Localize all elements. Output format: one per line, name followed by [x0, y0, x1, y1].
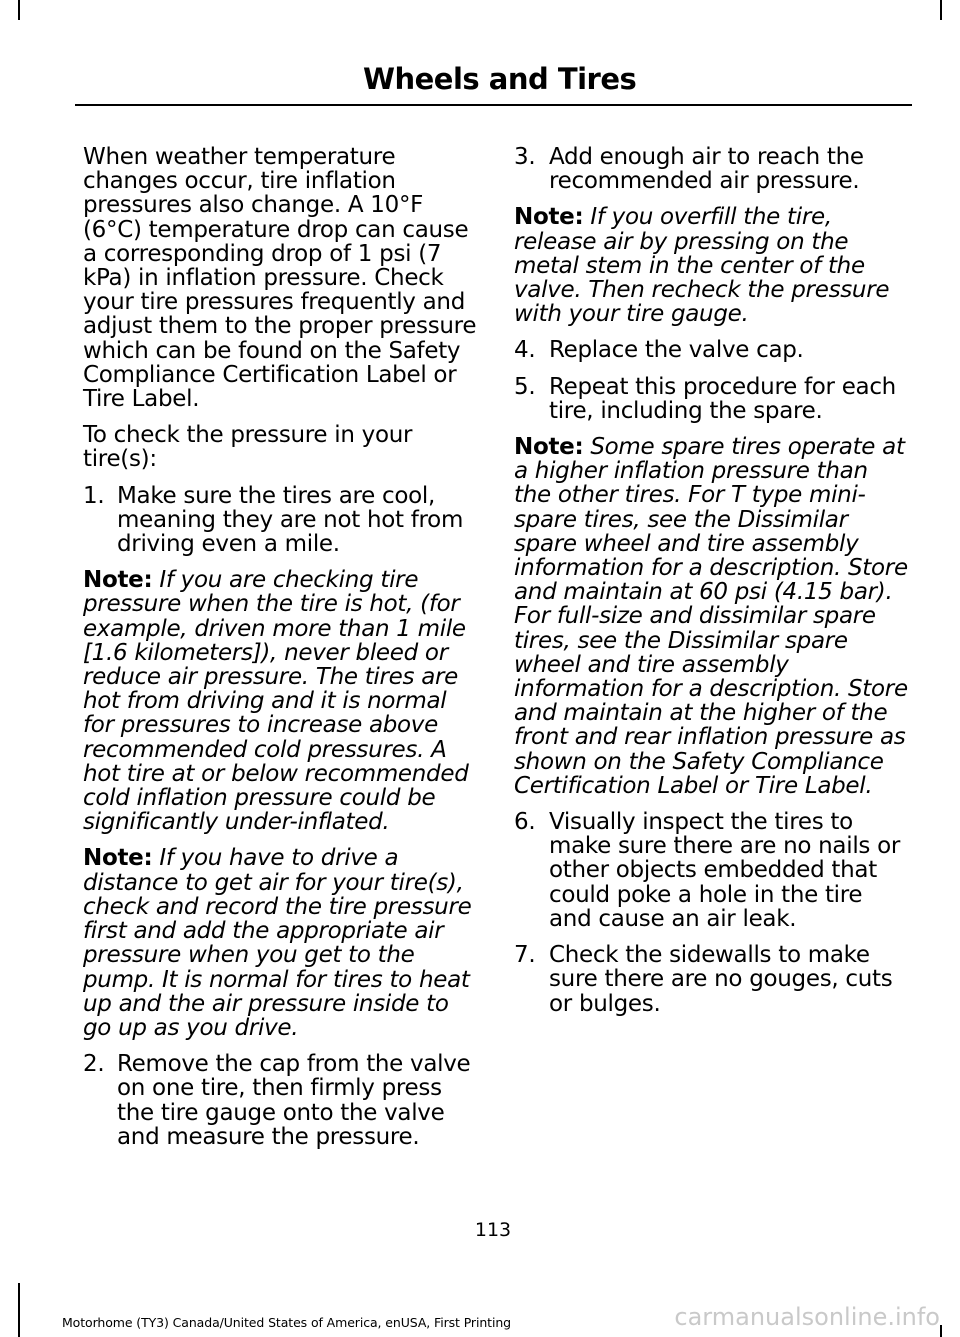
right-column: [514, 145, 909, 1028]
note-text: If you are checking tire pressure when the tire is hot, (for example, driven more than 1 mile [1.6 kilometers]), never bleed or reduce air pressure. The tires are hot from driving and it is normal for pressures to increase above recommended cold pressures. A hot tire at or below recommended cold inflation pressure could be significantly under-inflated.: [83, 567, 469, 836]
crop-mark-top-right: [940, 0, 942, 20]
step-number: 3.: [514, 144, 536, 170]
note-label: Note:: [83, 567, 153, 594]
note-1: [83, 568, 478, 834]
step-number: 7.: [514, 942, 536, 969]
step-number: 4.: [514, 337, 536, 364]
step-2: [83, 1052, 478, 1149]
note-2: [83, 846, 478, 1040]
step-text: Add enough air to reach the recommended air pressure.: [549, 144, 864, 195]
left-column: [83, 145, 478, 1161]
note-text: If you have to drive a distance to get air for your tire(s), check and record the tire pressure first and add the appropriate air pressure when you get to the pump. It is normal for tires to heat up and the air pressure inside to go up as you drive.: [83, 845, 472, 1041]
step-5: [514, 375, 909, 423]
note-label: Note:: [514, 204, 584, 231]
footer-text: Motorhome (TY3) Canada/United States of America, enUSA, First Printing: [62, 1315, 511, 1330]
note-label: Note:: [83, 845, 153, 872]
step-4: [514, 338, 909, 362]
step-text: Remove the cap from the valve on one tire, then firmly press the tire gauge onto the valve and measure the pressure.: [117, 1051, 471, 1150]
crop-mark-bottom-left: [18, 1283, 20, 1337]
step-text: Replace the valve cap.: [549, 337, 804, 364]
step-number: 5.: [514, 373, 536, 400]
note-text: If you overfill the tire, release air by pressing on the metal stem in the center of the valve. Then recheck the pressure with your tire gauge.: [514, 204, 890, 328]
note-4: [514, 435, 909, 798]
page-number: 113: [474, 1219, 512, 1241]
step-6: [514, 810, 909, 931]
step-7: [514, 943, 909, 1016]
step-number: 2.: [83, 1051, 105, 1078]
note-3: [514, 205, 909, 326]
crop-mark-top-left: [18, 0, 20, 20]
crop-mark-bottom-right: [940, 1325, 942, 1337]
intro-paragraph: When weather temperature changes occur, tire inflation pressures also change. A 10°F (6°C) temperature drop can cause a corresponding drop of 1 psi (7 kPa) in inflation pressure. Check your tire pressures frequently and adjust them to the proper pressure which can be found on the Safety Compliance Certification Label or Tire Label.: [83, 144, 477, 413]
step-text: Make sure the tires are cool, meaning they are not hot from driving even a mile.: [117, 482, 464, 558]
watermark: carmanualsonline.info: [674, 1303, 940, 1331]
lead-in-paragraph: To check the pressure in your tire(s):: [83, 422, 413, 473]
note-text: Some spare tires operate at a higher inflation pressure than the other tires. For T type mini-spare tires, see the Dissimilar spare wheel and tire assembly information for a description. Store and maintain at 60 psi (4.15 bar). For full-size and dissimilar spare tires, see the Dissimilar spare wheel and tire assembly information for a description. Store and maintain at the higher of the front and rear inflation pressure as shown on the Safety Compliance Certification Label or Tire Label.: [514, 434, 908, 799]
step-number: 1.: [83, 482, 105, 509]
step-text: Check the sidewalls to make sure there are no gouges, cuts or bulges.: [549, 942, 893, 1017]
step-1: [83, 484, 478, 557]
note-label: Note:: [514, 434, 584, 461]
page-title: Wheels and Tires: [363, 62, 637, 96]
step-number: 6.: [514, 809, 536, 836]
header-divider: [75, 104, 912, 106]
step-text: Visually inspect the tires to make sure there are no nails or other objects embedded that could poke a hole in the tire and cause an air leak.: [549, 809, 901, 932]
step-3: [514, 145, 909, 193]
step-text: Repeat this procedure for each tire, including the spare.: [549, 373, 896, 424]
